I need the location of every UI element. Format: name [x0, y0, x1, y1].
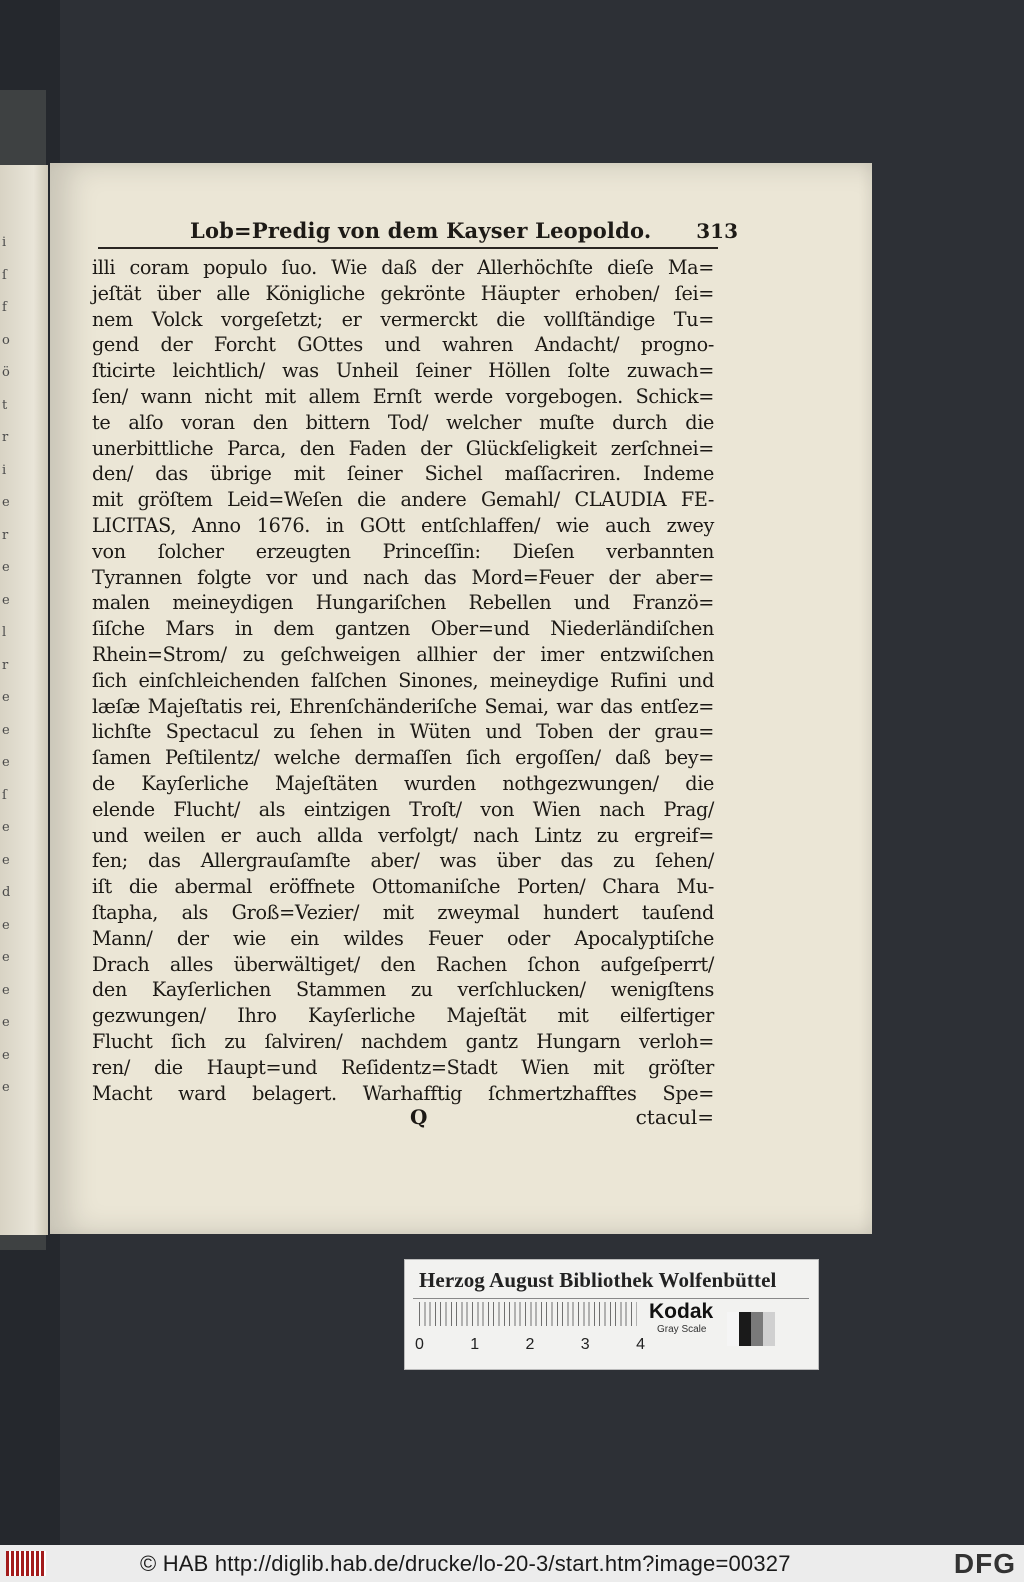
text-line: Flucht ſich zu ſalviren/ nachdem gantz Hungarn verloh=	[92, 1029, 714, 1053]
text-line: læſæ Majeſtatis rei, Ehrenſchänderiſche Semai, war das entſez=	[92, 694, 714, 718]
text-line: de Kayſerliche Majeſtäten wurden nothgezwungen/ die	[92, 771, 714, 795]
text-line: und weilen er auch allda verfolgt/ nach Lintz zu ergreif=	[92, 823, 714, 847]
text-line: Drach alles überwältiget/ den Rachen ſchon aufgeſperrt/	[92, 952, 714, 976]
viewer-footer	[0, 1545, 1024, 1582]
page-footer-marks	[92, 1105, 714, 1135]
text-line: elende Flucht/ als eintzigen Troſt/ von Wien nach Prag/	[92, 797, 714, 821]
gray-scale-swatches	[727, 1312, 775, 1346]
ruler-numbers	[415, 1336, 645, 1354]
ruler-number: 2	[525, 1336, 535, 1353]
text-line: von ſolcher erzeugten Princeſſin: Dieſen verbannten	[92, 539, 714, 563]
ruler-number: 0	[415, 1336, 424, 1353]
text-line: gezwungen/ Ihro Kayſerliche Majeſtät mit eilfertiger	[92, 1004, 714, 1028]
text-line: Mann/ der wie ein wildes Feuer oder Apocalyptiſche	[92, 926, 714, 950]
ruler-number: 3	[580, 1336, 590, 1353]
text-line: ſiſche Mars in dem gantzen Ober=und Niederländiſchen	[92, 617, 714, 641]
text-line: Macht ward belagert. Warhafftig ſchmertzhafftes Spe=	[92, 1081, 714, 1105]
swatch-light-gray	[763, 1312, 775, 1346]
swatch-gray	[751, 1312, 763, 1346]
ruler	[415, 1302, 645, 1353]
card-divider	[413, 1298, 809, 1299]
previous-page-text-fragments: i ſ f o ö t r i e r e e l r e e e ſ e e d e e e e e e	[2, 235, 11, 1095]
text-line: LICITAS, Anno 1676. in GOtt entſchlaffen/ wie auch zwey	[92, 513, 714, 537]
text-line: illi coram populo ſuo. Wie daß der Allerhöchſte dieſe Ma=	[92, 256, 714, 279]
text-line: Tyrannen folgte vor und nach das Mord=Feuer der aber=	[92, 565, 714, 589]
gray-scale-label: Gray Scale	[657, 1324, 707, 1335]
text-line: mit gröſtem Leid=Weſen die andere Gemahl/ CLAUDIA FE-	[92, 488, 714, 512]
previous-page-edge	[0, 165, 48, 1235]
running-header	[190, 213, 738, 243]
institution-name: Herzog August Bibliothek Wolfenbüttel	[419, 1268, 777, 1292]
text-line: gend der Forcht GOttes und wahren Andacht/ progno-	[92, 333, 714, 357]
swatch-black	[739, 1312, 751, 1346]
hab-logo-icon	[6, 1551, 46, 1576]
text-line: te alſo voran den bittern Tod/ welcher muſte durch die	[92, 410, 714, 434]
dfg-logo: DFG	[953, 1548, 1016, 1579]
text-line: jeſtät über alle Königliche gekrönte Häupter erhoben/ ſei=	[92, 281, 714, 305]
text-line: malen meineydigen Hungariſchen Rebellen und Franzö=	[92, 591, 714, 615]
ruler-ticks	[419, 1302, 637, 1326]
text-line: iſt die abermal eröffnete Ottomaniſche Porten/ Chara Mu-	[92, 875, 714, 899]
header-rule	[98, 247, 718, 249]
text-line: den/ das übrige mit ſeiner Sichel maſſacriren. Indeme	[92, 462, 714, 486]
page-number: 313	[696, 219, 738, 243]
text-line: ſen/ wann nicht mit allem Ernſt werde vorgebogen. Schick=	[92, 384, 714, 408]
text-line: ren/ die Haupt=und Reſidentz=Stadt Wien mit gröſter	[92, 1055, 714, 1079]
body-text	[92, 255, 714, 1106]
text-line: fen; das Allergrauſamſte aber/ was über das zu ſehen/	[92, 849, 714, 873]
text-line: nem Volck vorgeſetzt; er vermerckt die vollſtändige Tu=	[92, 307, 714, 331]
text-line: ſtapha, als Groß=Vezier/ mit zweymal hundert tauſend	[92, 900, 714, 924]
book-page	[50, 163, 872, 1234]
library-scale-card	[404, 1259, 819, 1370]
swatch-white	[727, 1312, 739, 1346]
header-title: Lob=Predig von dem Kayser Leopoldo.	[190, 218, 652, 243]
signature-mark: Q	[410, 1105, 428, 1129]
text-line: Rhein=Strom/ zu geſchweigen allhier der imer entzwiſchen	[92, 642, 714, 666]
text-line: ſich einſchleichenden falſchen Sinones, meineydige Rufini und	[92, 668, 714, 692]
text-line: ſamen Peſtilentz/ welche dermaſſen ſich ergoſſen/ daß bey=	[92, 746, 714, 770]
text-line: lichſte Spectacul zu ſehen in Wüten und Toben der grau=	[92, 720, 714, 744]
ruler-number: 4	[636, 1336, 645, 1353]
ruler-number: 1	[470, 1336, 480, 1353]
catchword: ctacul=	[635, 1105, 714, 1129]
kodak-logo: Kodak	[649, 1300, 714, 1323]
text-line: ſticirte leichtlich/ was Unheil ſeiner Höllen ſolte zuwach=	[92, 359, 714, 383]
copyright-link[interactable]: © HAB http://diglib.hab.de/drucke/lo-20-3/start.htm?image=00327	[140, 1551, 791, 1576]
text-line: unerbittliche Parca, den Faden der Glückſeligkeit zerſchnei=	[92, 436, 714, 460]
text-line: den Kayſerlichen Stammen zu verſchlucken/ wenigſtens	[92, 978, 714, 1002]
